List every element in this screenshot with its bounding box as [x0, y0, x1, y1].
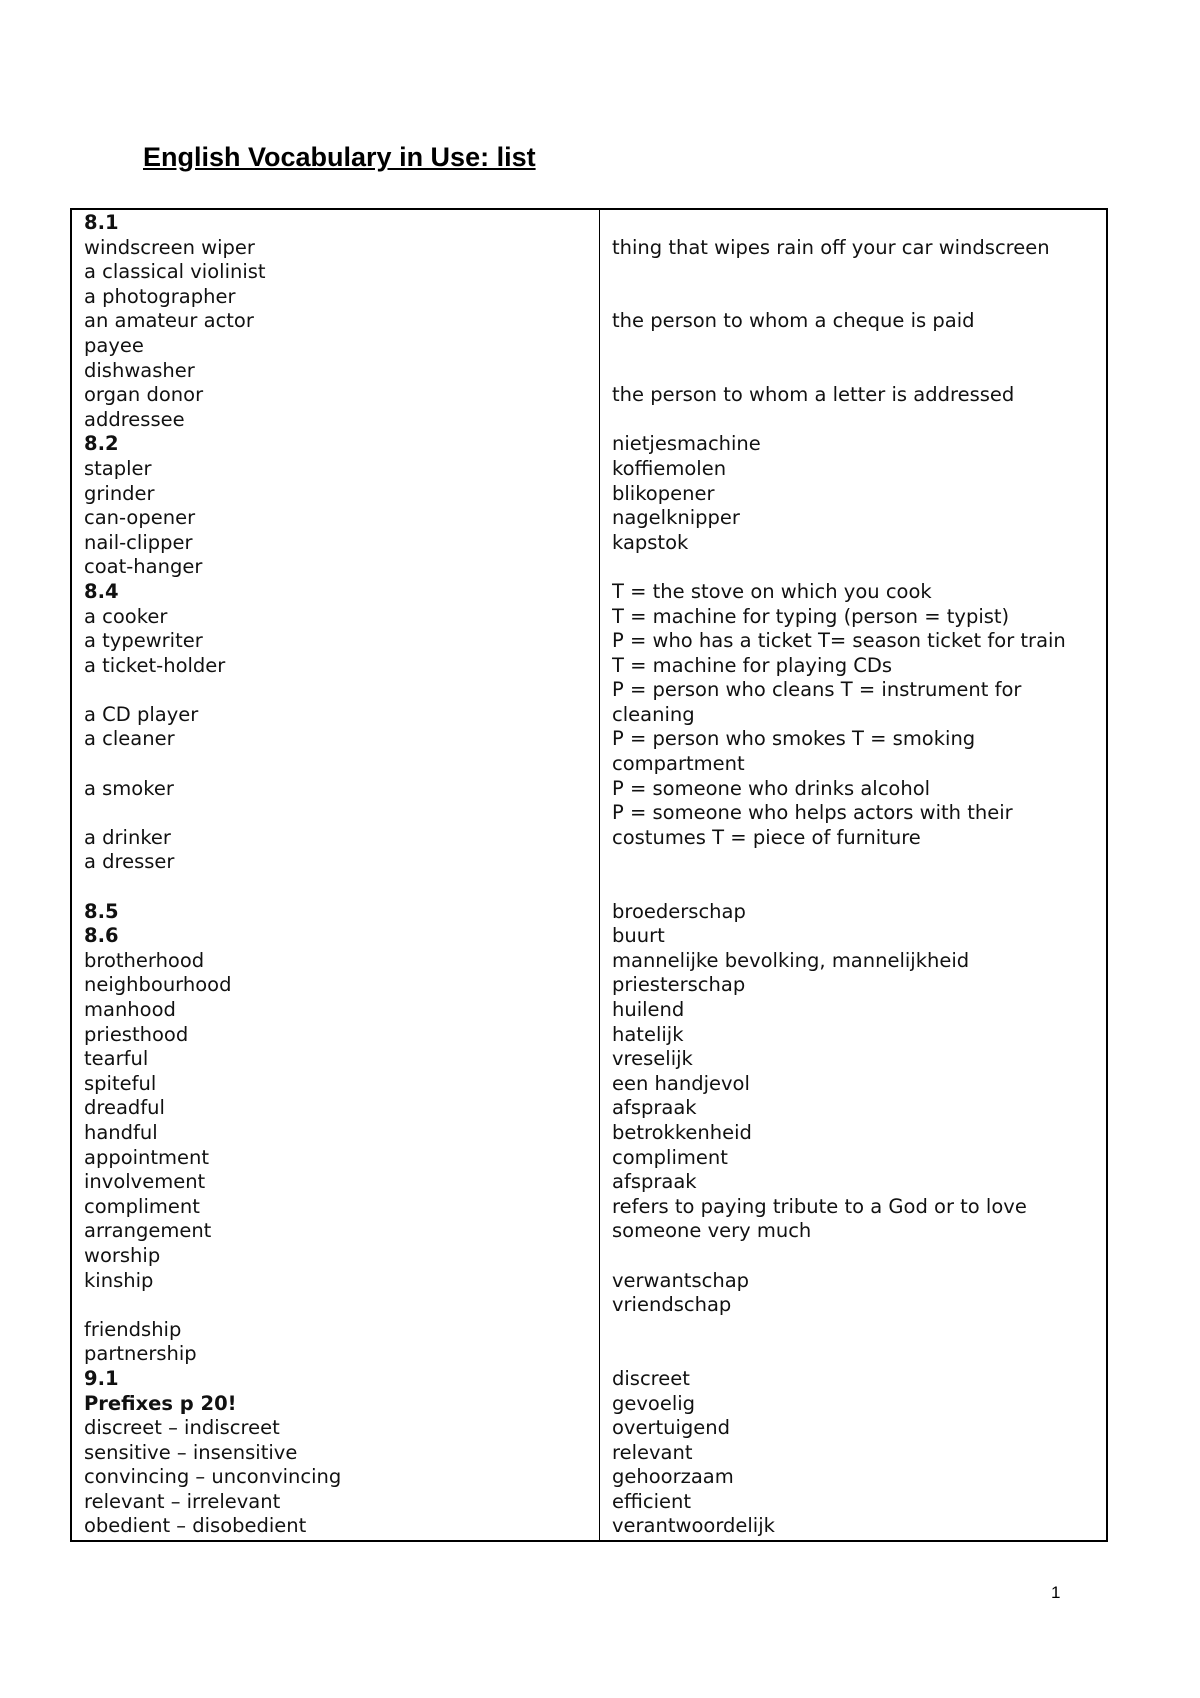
- vocab-definition: afspraak: [612, 1170, 697, 1194]
- vocab-definition: refers to paying tribute to a God or to love: [612, 1194, 1027, 1218]
- vocab-definition: [612, 408, 1102, 433]
- vocab-definition: vriendschap: [612, 1293, 732, 1317]
- vocab-term: sensitive – insensitive: [84, 1440, 298, 1464]
- vocab-definition: [612, 359, 1102, 384]
- vocab-term: a dresser: [84, 850, 175, 874]
- page-title: English Vocabulary in Use: list: [143, 142, 536, 172]
- vocab-definition: huilend: [612, 998, 685, 1021]
- vocab-term: Prefixes p 20!: [84, 1391, 237, 1415]
- vocab-term: [84, 678, 589, 703]
- vocab-term: relevant – irrelevant: [84, 1489, 281, 1513]
- vocab-definition: someone very much: [612, 1219, 812, 1243]
- vocab-definition: [612, 850, 1102, 875]
- vocab-definition: gevoelig: [612, 1391, 696, 1415]
- vocab-definition: [612, 211, 1102, 236]
- vocab-term: 8.1: [84, 211, 119, 234]
- vocab-definition: P = someone who helps actors with their: [612, 801, 1013, 825]
- vocabulary-table: [70, 208, 1108, 1542]
- page-number: 1: [1051, 1583, 1061, 1602]
- vocab-definition: [612, 285, 1102, 310]
- vocab-term: discreet – indiscreet: [84, 1416, 280, 1440]
- vocab-term: tearful: [84, 1047, 149, 1071]
- vocab-term: handful: [84, 1120, 158, 1144]
- vocab-definition: relevant: [612, 1440, 693, 1464]
- vocab-term: brotherhood: [84, 948, 205, 972]
- vocab-term: kinship: [84, 1268, 154, 1292]
- vocab-term: a photographer: [84, 284, 236, 308]
- vocab-definition: the person to whom a letter is addressed: [612, 383, 1015, 407]
- vocab-definition: nietjesmachine: [612, 432, 761, 456]
- vocab-term: 8.6: [84, 924, 119, 948]
- vocab-term: neighbourhood: [84, 973, 232, 997]
- vocab-term: 8.4: [84, 579, 119, 603]
- column-divider: [599, 210, 600, 1540]
- vocab-definition: blikopener: [612, 481, 715, 505]
- vocab-term: manhood: [84, 998, 176, 1021]
- vocab-term: a drinker: [84, 825, 171, 849]
- vocab-definition: [612, 1244, 1102, 1269]
- vocab-definition: gehoorzaam: [612, 1465, 734, 1489]
- vocab-definition: verwantschap: [612, 1268, 750, 1292]
- vocab-term: 8.5: [84, 899, 119, 923]
- vocab-definition: discreet: [612, 1366, 690, 1390]
- vocab-definition: [612, 1342, 1102, 1367]
- vocab-definition: priesterschap: [612, 973, 746, 997]
- vocab-term: dreadful: [84, 1096, 165, 1120]
- vocab-definition: P = person who smokes T = smoking: [612, 727, 976, 751]
- vocab-definition: verantwoordelijk: [612, 1514, 775, 1538]
- vocab-term: payee: [84, 333, 144, 357]
- vocab-definition: betrokkenheid: [612, 1120, 752, 1144]
- vocab-term: [84, 801, 589, 826]
- vocab-definition: thing that wipes rain off your car windscreen: [612, 235, 1050, 259]
- vocab-term: a smoker: [84, 776, 174, 800]
- vocab-definition: buurt: [612, 924, 665, 948]
- vocab-definition: een handjevol: [612, 1071, 750, 1095]
- vocab-term: can-opener: [84, 506, 196, 530]
- vocab-definition: [612, 1318, 1102, 1343]
- vocab-term: involvement: [84, 1170, 206, 1194]
- vocab-term: addressee: [84, 407, 185, 431]
- vocab-term: a typewriter: [84, 629, 203, 653]
- vocab-term: organ donor: [84, 383, 204, 407]
- vocab-definition: afspraak: [612, 1096, 697, 1120]
- vocab-term: nail-clipper: [84, 530, 193, 554]
- vocab-definition: vreselijk: [612, 1047, 693, 1071]
- vocab-term: worship: [84, 1243, 161, 1267]
- vocab-definition: P = who has a ticket T= season ticket for train: [612, 629, 1066, 653]
- vocab-definition: costumes T = piece of furniture: [612, 825, 921, 849]
- vocab-definition: compartment: [612, 752, 745, 776]
- vocab-definition: [612, 260, 1102, 285]
- vocab-term: [84, 752, 589, 777]
- vocab-definition: nagelknipper: [612, 506, 740, 530]
- vocab-definition: hatelijk: [612, 1022, 684, 1046]
- vocab-term: obedient – disobedient: [84, 1514, 307, 1538]
- vocab-definition: cleaning: [612, 702, 695, 726]
- vocab-term: convincing – unconvincing: [84, 1465, 342, 1489]
- vocab-term: a ticket-holder: [84, 653, 226, 677]
- vocab-term: [84, 875, 589, 900]
- english-column: [84, 211, 589, 1539]
- vocab-term: windscreen wiper: [84, 235, 255, 259]
- vocab-term: 8.2: [84, 432, 119, 456]
- vocab-definition: T = the stove on which you cook: [612, 579, 932, 603]
- vocab-definition: broederschap: [612, 899, 746, 923]
- vocab-definition: [612, 334, 1102, 359]
- vocab-term: friendship: [84, 1317, 182, 1341]
- vocab-term: priesthood: [84, 1022, 189, 1046]
- vocab-definition: koffiemolen: [612, 456, 727, 480]
- vocab-term: coat-hanger: [84, 555, 203, 579]
- vocab-definition: the person to whom a cheque is paid: [612, 309, 975, 333]
- vocab-term: appointment: [84, 1145, 210, 1169]
- vocab-definition: P = person who cleans T = instrument for: [612, 678, 1022, 702]
- vocab-definition: [612, 555, 1102, 580]
- vocab-definition: overtuigend: [612, 1416, 731, 1440]
- vocab-term: dishwasher: [84, 358, 195, 382]
- vocab-definition: P = someone who drinks alcohol: [612, 776, 931, 800]
- vocab-definition: mannelijke bevolking, mannelijkheid: [612, 948, 970, 972]
- vocab-term: [84, 1293, 589, 1318]
- vocab-definition: T = machine for typing (person = typist): [612, 604, 1010, 628]
- vocab-term: a cleaner: [84, 727, 175, 751]
- vocab-term: grinder: [84, 481, 155, 505]
- vocab-term: stapler: [84, 456, 152, 480]
- vocab-definition: kapstok: [612, 530, 689, 554]
- vocab-definition: T = machine for playing CDs: [612, 653, 893, 677]
- vocab-term: spiteful: [84, 1071, 157, 1095]
- vocab-term: 9.1: [84, 1366, 119, 1390]
- vocab-term: arrangement: [84, 1219, 212, 1243]
- vocab-term: a classical violinist: [84, 260, 266, 284]
- vocab-term: a cooker: [84, 604, 168, 628]
- translation-column: [612, 211, 1102, 1539]
- vocab-definition: [612, 875, 1102, 900]
- vocab-term: an amateur actor: [84, 309, 254, 333]
- vocab-term: compliment: [84, 1194, 200, 1218]
- vocab-term: partnership: [84, 1342, 197, 1366]
- vocab-definition: efficient: [612, 1489, 691, 1513]
- vocab-definition: compliment: [612, 1145, 728, 1169]
- vocab-term: a CD player: [84, 702, 199, 726]
